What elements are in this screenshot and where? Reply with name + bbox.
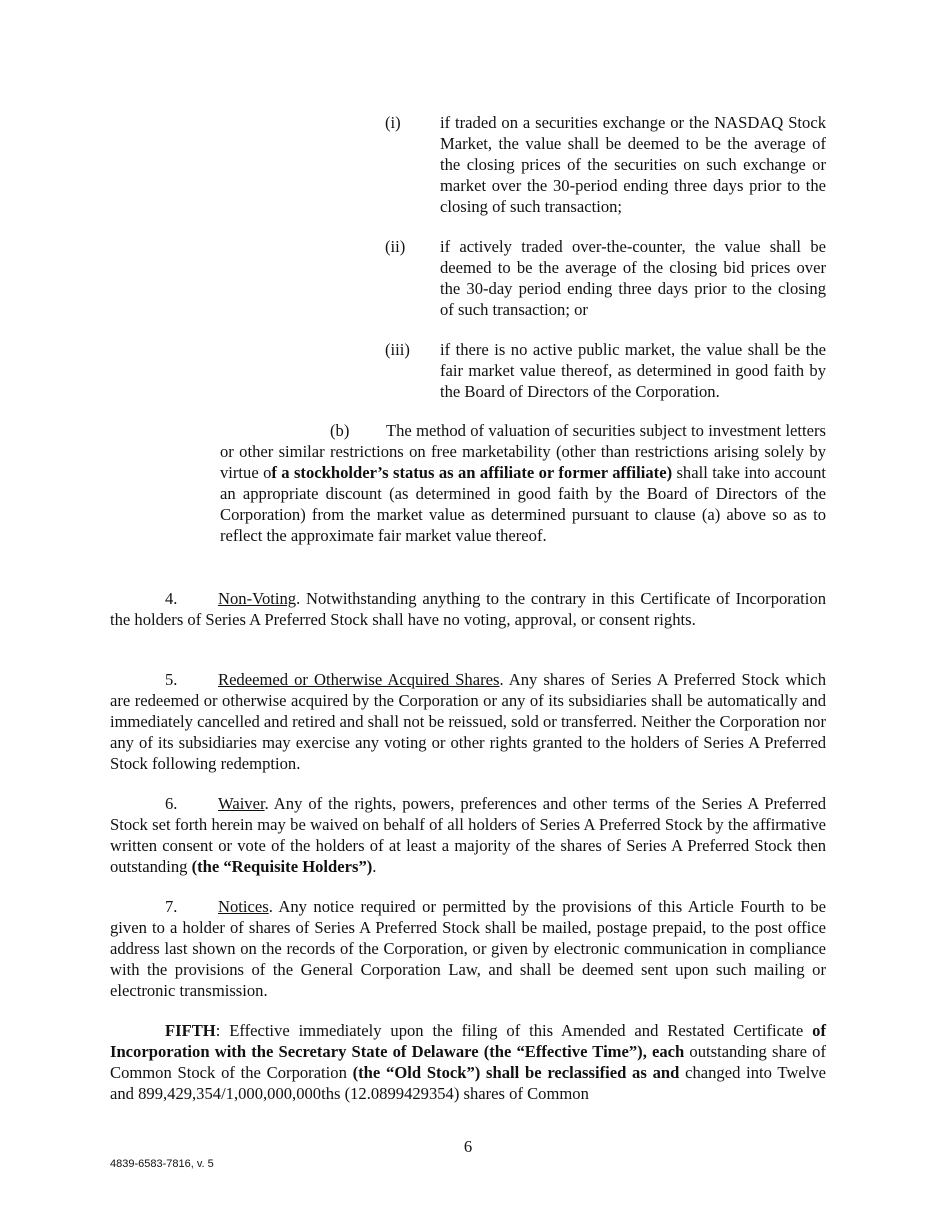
section-heading: Redeemed or Otherwise Acquired Shares xyxy=(218,670,500,689)
article-fifth-text-3: changed into Twelve and 899,429,354/1,000,000,000ths (12.0899429354) shares of Common xyxy=(110,1063,826,1103)
section-heading: Waiver xyxy=(218,794,265,813)
clause-item-text: if there is no active public market, the value shall be the fair market value thereof, as determined in good faith by the Board of Directors of the Corporation. xyxy=(440,340,826,401)
section-number: 4. xyxy=(165,589,178,608)
clause-item-text: if actively traded over-the-counter, the value shall be deemed to be the average of the closing bid prices over the 30-day period ending three days prior to the closing of such transaction; or xyxy=(440,237,826,319)
section-number: 5. xyxy=(165,670,178,689)
page-number: 6 xyxy=(463,1137,473,1156)
clause-b-number: (b) xyxy=(330,421,350,440)
article-fifth-bold-text-2: (the “Old Stock”) shall be reclassified as and xyxy=(352,1063,680,1082)
section-number: 7. xyxy=(165,897,178,916)
clause-item-text: if traded on a securities exchange or the NASDAQ Stock Market, the value shall be deemed to be the average of the closing prices of the securities on such exchange or market over the 30-period ending three days prior to the closing of such transaction; xyxy=(440,113,826,216)
section-text: . Notwithstanding anything to the contrary in this Certificate of Incorporation the holders of Series A Preferred Stock shall have no voting, approval, or consent rights. xyxy=(110,589,826,629)
section-text: . Any shares of Series A Preferred Stock which are redeemed or otherwise acquired by the Corporation or any of its subsidiaries shall be automatically and immediately cancelled and retired and shall not be reissued, sold or transferred. Neither the Corporation nor any of its subsidiaries may exercise any voting or other rights granted to the holders of Series A Preferred Stock following redemption. xyxy=(110,670,826,773)
article-fifth-bold-text: of Incorporation with the Secretary State of Delaware (the “Effective Time”), each xyxy=(110,1021,826,1061)
section-text: . Any notice required or permitted by the provisions of this Article Fourth to be given to a holder of shares of Series A Preferred Stock shall be mailed, postage prepaid, to the post office address last shown on the records of the Corporation, or given by electronic communication in compliance with the provisions of the General Corporation Law, and shall be deemed sent upon such mailing or electronic transmission. xyxy=(110,897,826,1000)
article-fifth-label: FIFTH xyxy=(165,1021,216,1040)
clause-item-number: (iii) xyxy=(385,340,410,359)
section-7 xyxy=(110,896,826,1001)
article-fifth xyxy=(110,1020,826,1104)
section-4 xyxy=(110,588,826,630)
section-number: 6. xyxy=(165,794,178,813)
section-6 xyxy=(110,793,826,877)
section-bold-text: (the “Requisite Holders”) xyxy=(191,857,373,876)
clause-item-number: (i) xyxy=(385,113,401,132)
clause-b-text: The method of valuation of securities subject to investment letters or other similar restrictions on free marketability (other than restrictions arising solely by virtue o xyxy=(220,421,826,482)
article-fifth-text-2: outstanding share of Common Stock of the Corporation xyxy=(110,1042,826,1082)
clause-b xyxy=(220,420,826,546)
section-5 xyxy=(110,669,826,774)
section-heading: Notices xyxy=(218,897,269,916)
article-fifth-text: : Effective immediately upon the filing of this Amended and Restated Certificate xyxy=(215,1021,813,1040)
section-text-end: . xyxy=(372,857,377,876)
clause-item-number: (ii) xyxy=(385,237,406,256)
clause-b-bold-text: f a stockholder’s status as an affiliate or former affiliate) xyxy=(271,463,673,482)
section-heading: Non-Voting xyxy=(218,589,297,608)
clause-b-text-cont: shall take into account an appropriate discount (as determined in good faith by the Board of Directors of the Corporation) from the market value as determined pursuant to clause (a) above so as to reflect the approximate fair market value thereof. xyxy=(220,463,826,545)
section-text: . Any of the rights, powers, preferences and other terms of the Series A Preferred Stock set forth herein may be waived on behalf of all holders of Series A Preferred Stock by the affirmative written consent or vote of the holders of at least a majority of the shares of Series A Preferred Stock then outstanding xyxy=(110,794,826,876)
document-id: 4839-6583-7816, v. 5 xyxy=(110,1158,214,1170)
